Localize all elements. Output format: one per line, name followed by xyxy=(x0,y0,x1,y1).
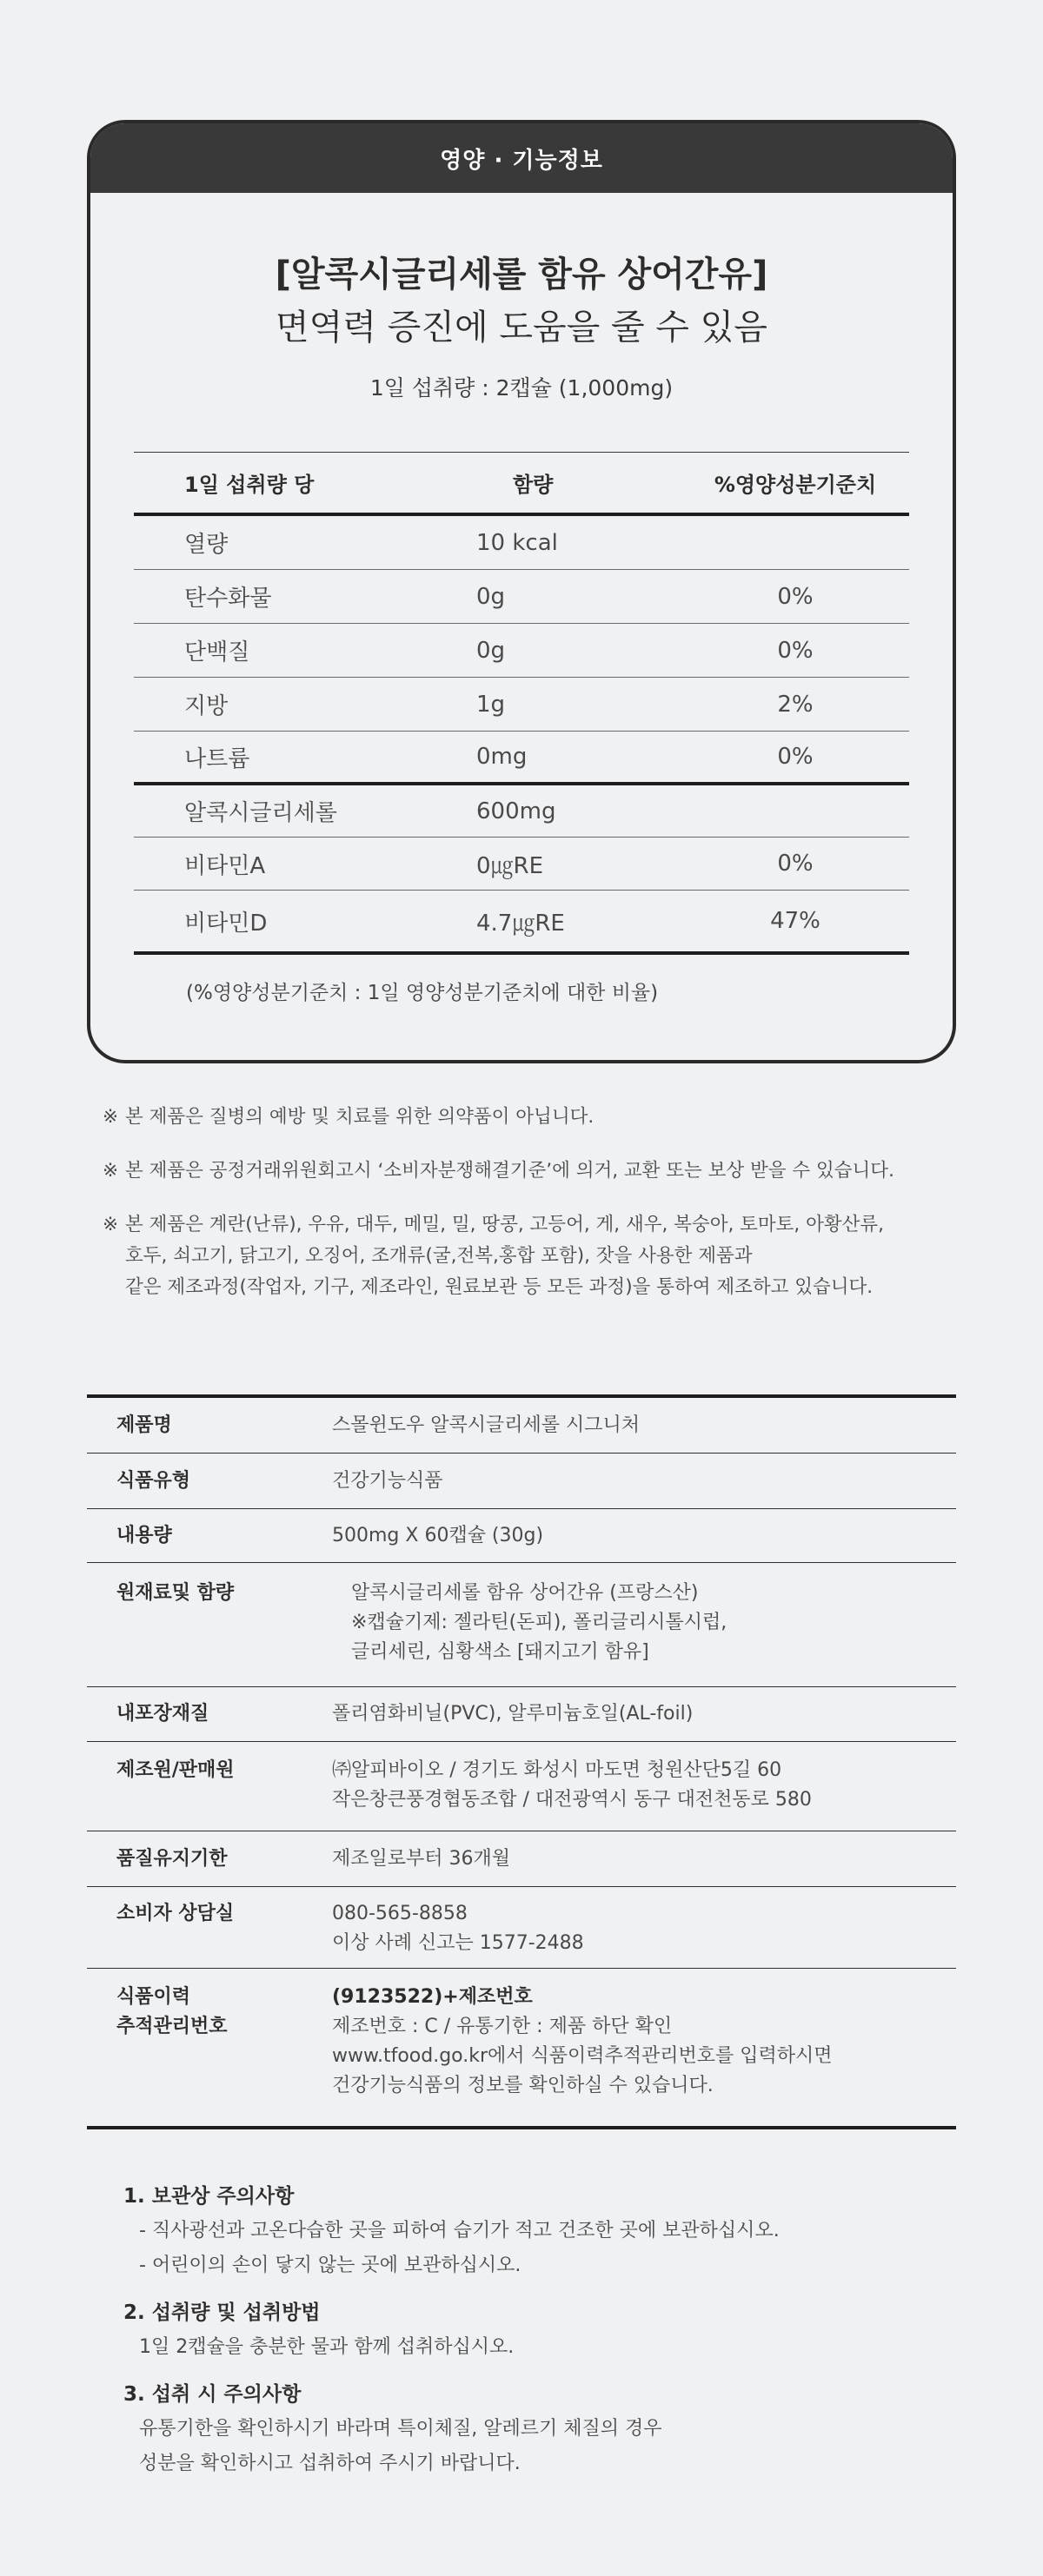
notice-item xyxy=(103,1209,954,1303)
notice-text: 본 제품은 질병의 예방 및 치료를 위한 의약품이 아닙니다. xyxy=(125,1106,595,1128)
product-row-ingredients xyxy=(87,1563,956,1687)
product-row-volume xyxy=(87,1509,956,1563)
nutrition-card xyxy=(87,120,956,1063)
row-value: 스몰윈도우 알콕시글리세롤 시그니처 xyxy=(332,1414,641,1436)
nutrient-daily-value: 0% xyxy=(777,744,814,770)
functional-claim-title: [알콕시글리세롤 함유 상어간유] xyxy=(275,255,768,295)
nutrition-table-header xyxy=(134,453,909,513)
functional-claim-description: 면역력 증진에 도움을 줄 수 있음 xyxy=(276,308,767,348)
column-header-amount: 함량 xyxy=(513,473,554,497)
row-value: 알콕시글리세롤 함유 상어간유 (프랑스산) ※캡슐기제: 젤라틴(돈피), 폴리글리시톨시럽, 글리세린, 심황색소 [돼지고기 함유] xyxy=(351,1582,727,1663)
traceability-number: (9123522)+제조번호 xyxy=(332,1986,533,2008)
guide-line: - 직사광선과 고온다습한 곳을 피하여 습기가 적고 건조한 곳에 보관하십시오. xyxy=(139,2220,780,2242)
guide-section-storage xyxy=(123,2179,940,2283)
product-row-packaging xyxy=(87,1687,956,1742)
nutrition-row xyxy=(134,678,909,731)
nutrient-amount: 0g xyxy=(476,637,506,664)
product-row-type xyxy=(87,1454,956,1509)
nutrition-row xyxy=(134,624,909,677)
guide-section-dosage xyxy=(123,2295,940,2365)
guide-line: 유통기한을 확인하시기 바라며 특이체질, 알레르기 체질의 경우 xyxy=(139,2418,662,2440)
nutrient-name: 열량 xyxy=(184,532,229,558)
nutrient-name: 지방 xyxy=(184,693,229,719)
nutrition-card-header: 영양 · 기능정보 xyxy=(90,123,953,193)
nutrient-amount: 0g xyxy=(476,583,506,610)
guide-line: 1일 2캡슐을 충분한 물과 함께 섭취하십시오. xyxy=(139,2336,515,2358)
row-value: (9123522)+제조번호 제조번호 : C / 유통기한 : 제품 하단 확인 www.tfood.go.kr에서 식품이력추적관리번호를 입력하시면 건강기능식품의 정보를 확인하실 수 있습니다. xyxy=(332,1986,833,2096)
reference-mark: ※ xyxy=(103,1160,119,1182)
row-value: 폴리염화비닐(PVC), 알루미늄호일(AL-foil) xyxy=(332,1703,694,1725)
row-value: 제조일로부터 36개월 xyxy=(332,1847,511,1870)
guide-section-title: 3. 섭취 시 주의사항 xyxy=(123,2383,302,2406)
nutrient-amount: 1g xyxy=(476,691,506,718)
nutrient-amount: 0㎍RE xyxy=(476,852,544,879)
product-row-customer-service xyxy=(87,1887,956,1969)
nutrient-name: 나트륨 xyxy=(184,745,250,772)
row-label: 품질유지기한 xyxy=(116,1847,228,1870)
nutrient-daily-value: 0% xyxy=(777,851,814,877)
column-header-daily-value: %영양성분기준치 xyxy=(714,473,877,497)
row-value: 500mg X 60캡슐 (30g) xyxy=(332,1524,544,1546)
product-row-name xyxy=(87,1398,956,1454)
nutrition-row xyxy=(134,570,909,623)
nutrient-daily-value: 0% xyxy=(777,637,814,664)
nutrition-row xyxy=(134,891,909,951)
table-bottom-rule xyxy=(87,2126,956,2129)
daily-value-footnote: (%영양성분기준치 : 1일 영양성분기준치에 대한 비율) xyxy=(186,982,659,1004)
nutrient-amount: 4.7㎍RE xyxy=(476,910,565,937)
row-label: 원재료및 함량 xyxy=(116,1582,235,1604)
product-info-table xyxy=(87,1394,956,2129)
nutrient-daily-value: 2% xyxy=(777,691,814,718)
notice-text: 본 제품은 계란(난류), 우유, 대두, 메밀, 밀, 땅콩, 고등어, 게, 새우, 복숭아, 토마토, 아황산류, xyxy=(125,1214,885,1235)
nutrient-name: 비타민A xyxy=(184,852,266,879)
nutrition-table xyxy=(134,452,909,955)
guide-line: - 어린이의 손이 닿지 않는 곳에 보관하십시오. xyxy=(139,2255,522,2276)
nutrient-amount: 10 kcal xyxy=(476,529,558,556)
row-label: 소비자 상담실 xyxy=(116,1903,235,1924)
row-label: 내포장재질 xyxy=(116,1703,209,1725)
nutrition-row xyxy=(134,516,909,569)
reference-mark: ※ xyxy=(103,1106,119,1128)
product-row-shelf-life xyxy=(87,1831,956,1887)
product-row-manufacturer xyxy=(87,1742,956,1831)
guide-section-title: 2. 섭취량 및 섭취방법 xyxy=(123,2301,321,2324)
nutrient-amount: 600mg xyxy=(476,798,556,824)
nutrient-name: 비타민D xyxy=(184,910,268,937)
column-header-serving: 1일 섭취량 당 xyxy=(184,473,315,497)
notice-list xyxy=(103,1102,954,1326)
guide-section-caution xyxy=(123,2377,940,2481)
row-label: 식품이력 추적관리번호 xyxy=(116,1986,228,2037)
guide-section-title: 1. 보관상 주의사항 xyxy=(123,2185,295,2208)
table-bottom-rule xyxy=(134,951,909,955)
nutrient-daily-value: 0% xyxy=(777,583,814,610)
nutrient-name: 탄수화물 xyxy=(184,586,272,612)
notice-text: 같은 제조과정(작업자, 기구, 제조라인, 원료보관 등 모든 과정)을 통하여 제조하고 있습니다. xyxy=(125,1276,874,1298)
nutrition-row xyxy=(134,838,909,890)
notice-text: 호두, 쇠고기, 닭고기, 오징어, 조개류(굴,전복,홍합 포함), 잣을 사용한 제품과 xyxy=(125,1245,753,1267)
row-label: 식품유형 xyxy=(116,1469,191,1492)
notice-text: 본 제품은 공정거래위원회고시 ‘소비자분쟁해결기준’에 의거, 교환 또는 보상 받을 수 있습니다. xyxy=(125,1160,894,1182)
reference-mark: ※ xyxy=(103,1214,119,1235)
daily-intake: 1일 섭취량 : 2캡슐 (1,000mg) xyxy=(369,375,674,401)
row-value: 080-565-8858 이상 사례 신고는 1577-2488 xyxy=(332,1903,584,1954)
product-row-traceability xyxy=(87,1969,956,2126)
nutrient-name: 단백질 xyxy=(184,639,250,666)
row-label: 내용량 xyxy=(116,1524,172,1546)
notice-item xyxy=(103,1156,954,1187)
nutrient-name: 알콕시글리세롤 xyxy=(184,800,337,826)
usage-guide xyxy=(123,2179,940,2493)
notice-item xyxy=(103,1102,954,1133)
row-value: ㈜알피바이오 / 경기도 화성시 마도면 청원산단5길 60 작은창큰풍경협동조합 / 대전광역시 동구 대전천동로 580 xyxy=(332,1759,812,1811)
row-label: 제조원/판매원 xyxy=(116,1759,235,1781)
nutrition-row xyxy=(134,732,909,782)
nutrition-row xyxy=(134,785,909,837)
nutrient-amount: 0mg xyxy=(476,744,528,770)
row-value: 건강기능식품 xyxy=(332,1469,443,1492)
guide-line: 성분을 확인하시고 섭취하여 주시기 바랍니다. xyxy=(139,2453,521,2474)
row-label: 제품명 xyxy=(116,1414,172,1436)
nutrient-daily-value: 47% xyxy=(770,908,820,934)
